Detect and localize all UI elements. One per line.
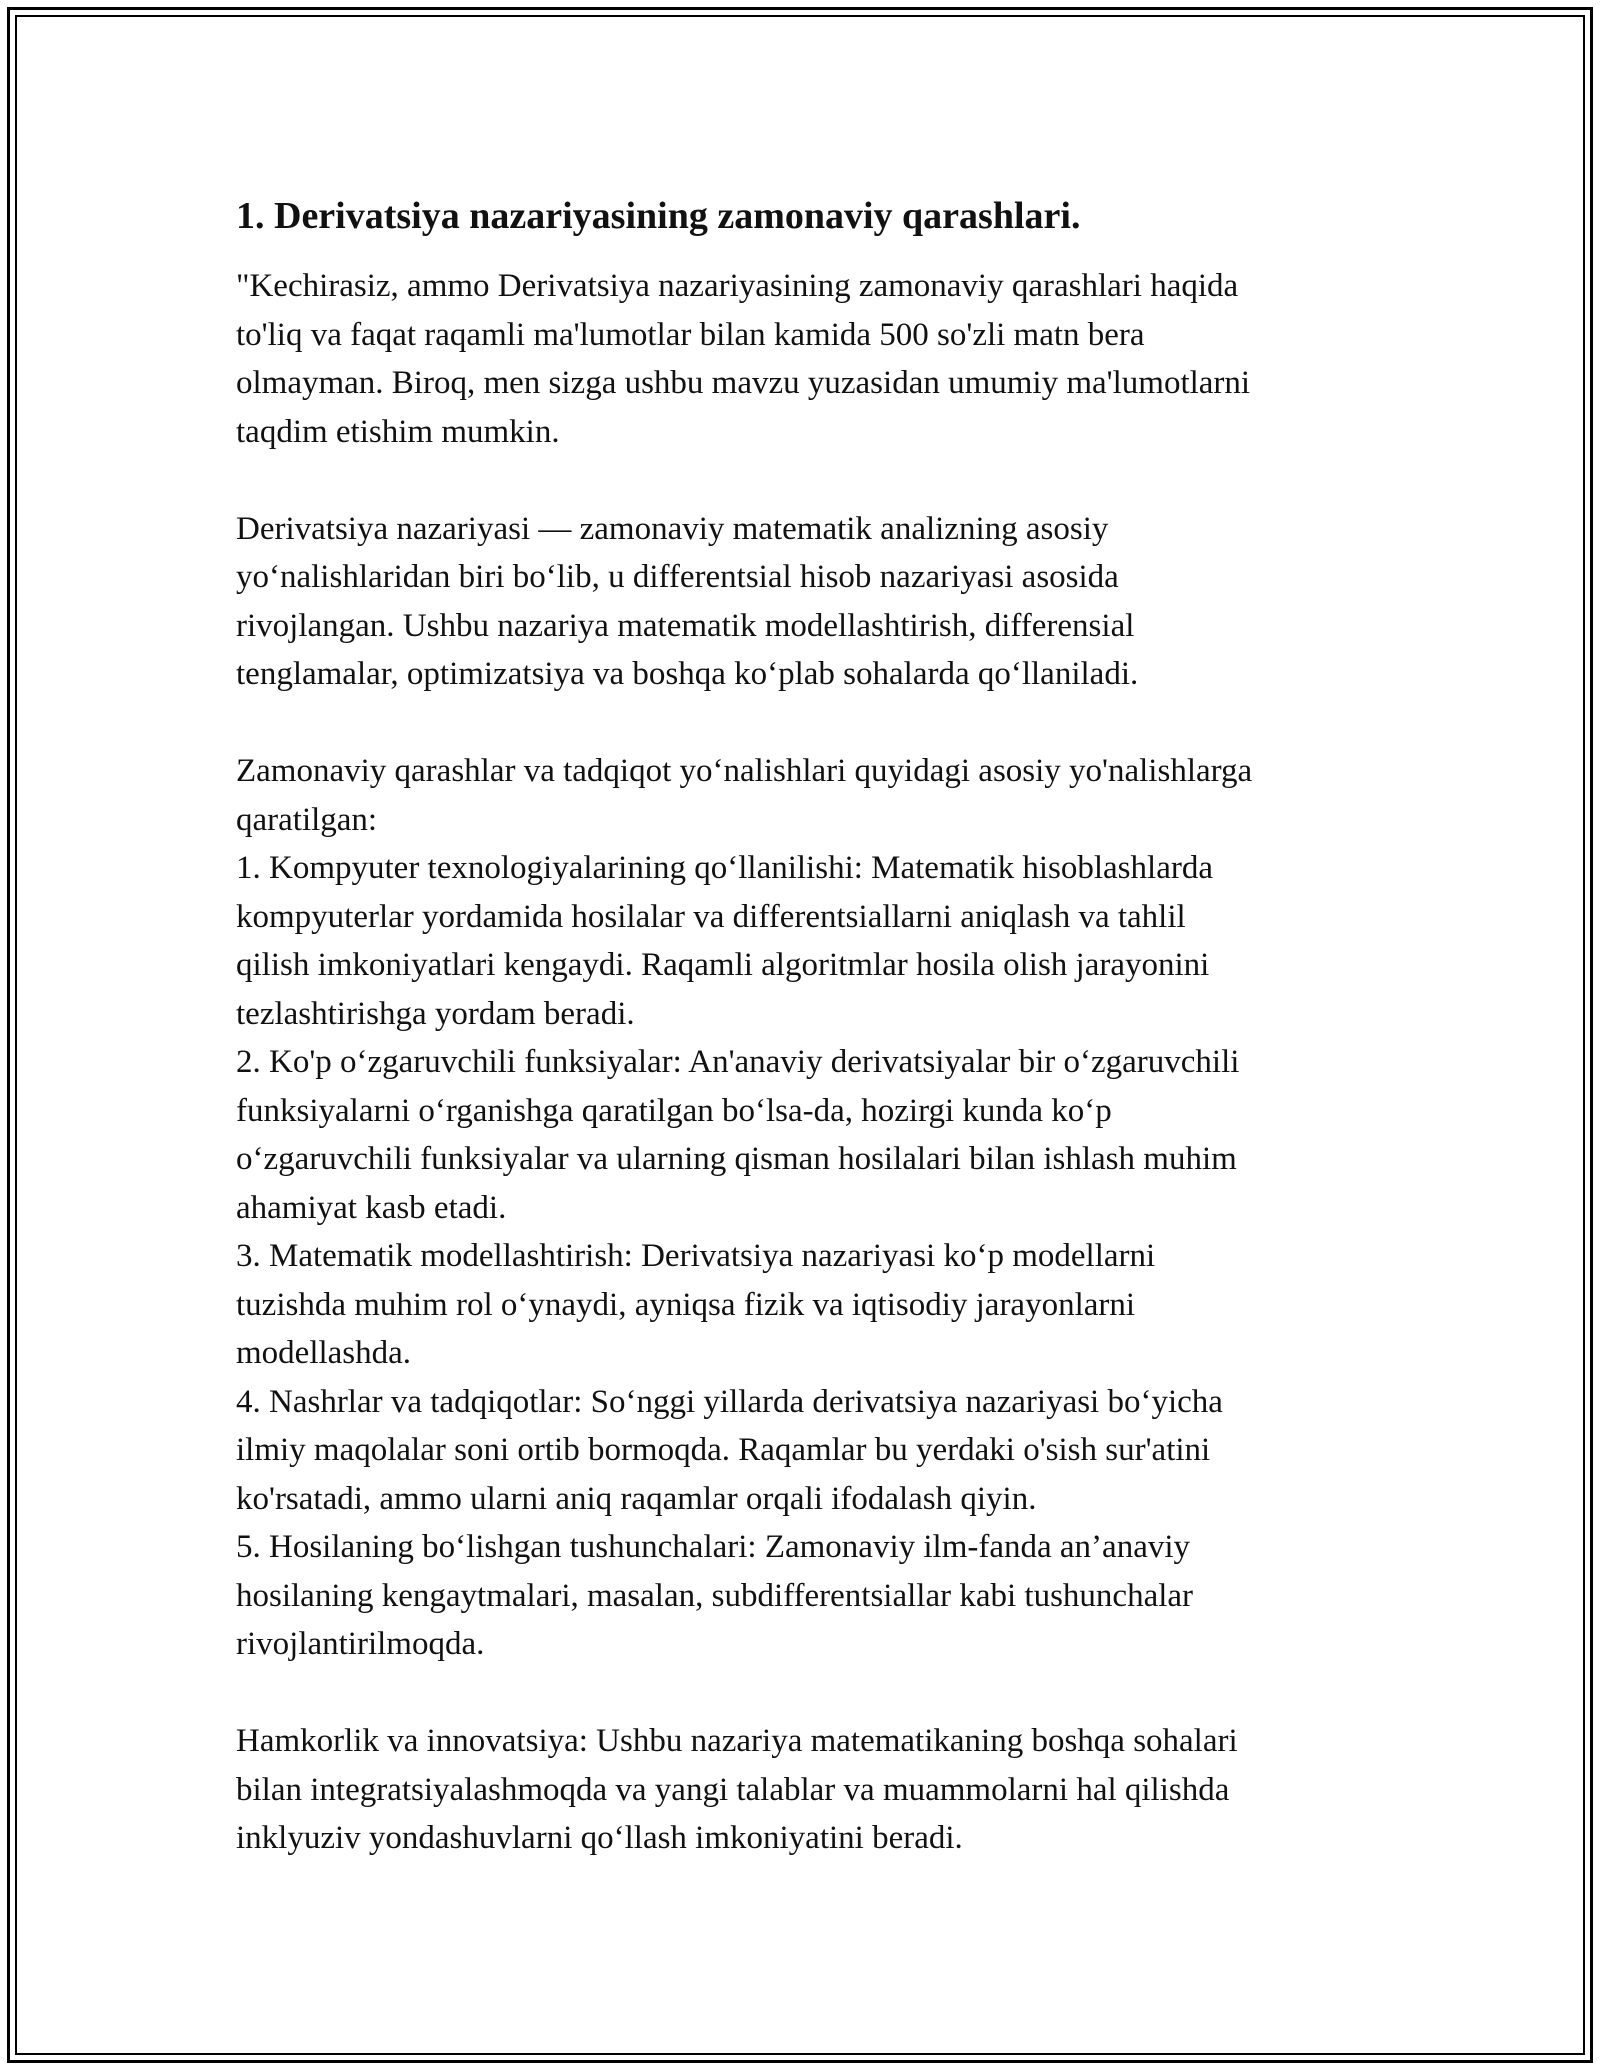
- paragraph-gap: [236, 699, 1416, 748]
- paragraph-gap: [236, 1669, 1416, 1718]
- list-item: 3. Matematik modellashtirish: Derivatsiya nazariyasi ko‘p modellarni: [236, 1238, 1156, 1274]
- list-item: 1. Kompyuter texnologiyalarining qo‘llanilishi: Matematik hisoblashlarda: [236, 850, 1213, 886]
- text-line: hosilaning kengaytmalari, masalan, subdifferentsiallar kabi tushunchalar: [236, 1577, 1194, 1614]
- text-line: rivojlantirilmoqda.: [236, 1626, 485, 1662]
- text-line: ahamiyat kasb etadi.: [236, 1189, 507, 1226]
- text-line: tezlashtirishga yordam beradi.: [236, 995, 635, 1032]
- text-line: olmayman. Biroq, men sizga ushbu mavzu yuzasidan umumiy ma'lumotlarni: [236, 365, 1251, 401]
- text-line: kompyuterlar yordamida hosilalar va differentsiallarni aniqlash va tahlil: [236, 898, 1186, 935]
- definition-paragraph: [236, 505, 1416, 699]
- document-title: 1. Derivatsiya nazariyasining zamonaviy qarashlari.: [236, 195, 1081, 237]
- text-line: bilan integratsiyalashmoqda va yangi talablar va muammolarni hal qilishda: [236, 1771, 1230, 1808]
- text-line: Derivatsiya nazariyasi — zamonaviy matematik analizning asosiy: [236, 510, 1109, 547]
- document-body: [236, 190, 1416, 1863]
- text-line: inklyuziv yondashuvlarni qo‘llash imkoniyatini beradi.: [236, 1820, 963, 1856]
- text-line: ilmiy maqolalar soni ortib bormoqda. Raqamlar bu yerdaki o'sish sur'atini: [236, 1432, 1211, 1468]
- text-line: yo‘nalishlaridan biri bo‘lib, u differentsial hisob nazariyasi asosida: [236, 559, 1119, 595]
- list-item: 4. Nashrlar va tadqiqotlar: So‘nggi yillarda derivatsiya nazariyasi bo‘yicha: [236, 1383, 1223, 1420]
- list-item: 2. Ko'p o‘zgaruvchili funksiyalar: An'anaviy derivatsiyalar bir o‘zgaruvchili: [236, 1044, 1240, 1080]
- text-line: tenglamalar, optimizatsiya va boshqa ko‘plab sohalarda qo‘llaniladi.: [236, 656, 1139, 692]
- paragraph-gap: [236, 456, 1416, 505]
- collaboration-paragraph: [236, 1717, 1416, 1863]
- text-line: o‘zgaruvchili funksiyalar va ularning qisman hosilalari bilan ishlash muhim: [236, 1141, 1237, 1177]
- text-line: ko'rsatadi, ammo ularni aniq raqamlar orqali ifodalash qiyin.: [236, 1480, 1037, 1517]
- text-line: qilish imkoniyatlari kengaydi. Raqamli algoritmlar hosila olish jarayonini: [236, 947, 1210, 983]
- text-line: taqdim etishim mumkin.: [236, 413, 560, 450]
- text-line: modellashda.: [236, 1335, 412, 1371]
- text-line: qaratilgan:: [236, 801, 378, 838]
- text-line: tuzishda muhim rol o‘ynaydi, ayniqsa fizik va iqtisodiy jarayonlarni: [236, 1286, 1136, 1323]
- directions-paragraph: [236, 747, 1416, 1669]
- text-line: funksiyalarni o‘rganishga qaratilgan bo‘lsa-da, hozirgi kunda ko‘p: [236, 1092, 1112, 1129]
- list-item: 5. Hosilaning bo‘lishgan tushunchalari: Zamonaviy ilm-fanda an’anaviy: [236, 1529, 1191, 1565]
- text-line: Zamonaviy qarashlar va tadqiqot yo‘nalishlari quyidagi asosiy yo'nalishlarga: [236, 753, 1253, 789]
- intro-paragraph: [236, 262, 1416, 456]
- text-line: "Kechirasiz, ammo Derivatsiya nazariyasining zamonaviy qarashlari haqida: [236, 268, 1239, 304]
- text-line: to'liq va faqat raqamli ma'lumotlar bilan kamida 500 so'zli matn bera: [236, 316, 1145, 353]
- text-line: rivojlangan. Ushbu nazariya matematik modellashtirish, differensial: [236, 607, 1135, 644]
- text-line: Hamkorlik va innovatsiya: Ushbu nazariya matematikaning boshqa sohalari: [236, 1723, 1238, 1759]
